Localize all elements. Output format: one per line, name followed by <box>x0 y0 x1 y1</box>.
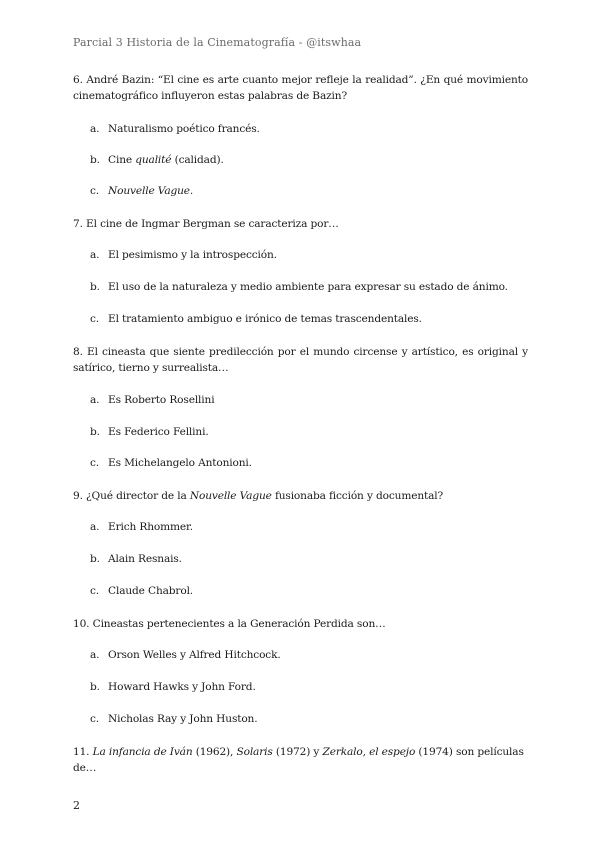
question-text: 8. El cineasta que siente predilección por el mundo circense y artístico, es original y satírico, tierno y surrealista… <box>73 346 528 374</box>
option-text: Es Michelangelo Antonioni. <box>108 457 252 469</box>
question-text: 10. Cineastas pertenecientes a la Generación Perdida son… <box>73 618 386 630</box>
option-text: El tratamiento ambiguo e irónico de temas trascendentales. <box>108 313 422 325</box>
question-text: 11. La infancia de Iván (1962), Solaris (1972) y Zerkalo, el espejo (1974) son películas de… <box>73 746 524 774</box>
option-6a <box>90 122 520 137</box>
question-text: 6. André Bazin: “El cine es arte cuanto mejor refleje la realidad”. ¿En qué movimiento cinematográfico influyeron estas palabras de Bazin? <box>73 74 528 102</box>
option-letter: b. <box>90 154 100 166</box>
option-letter: b. <box>90 426 100 438</box>
option-text: Nicholas Ray y John Huston. <box>108 713 258 725</box>
option-letter: a. <box>90 649 100 661</box>
option-text: Claude Chabrol. <box>108 585 194 597</box>
option-letter: c. <box>90 313 100 325</box>
option-text: Alain Resnais. <box>108 553 182 565</box>
option-letter: c. <box>90 585 100 597</box>
option-6c <box>90 184 520 199</box>
option-6b <box>90 153 520 168</box>
option-letter: b. <box>90 281 100 293</box>
option-7b <box>90 280 520 295</box>
option-8a <box>90 393 520 408</box>
question-text: 9. ¿Qué director de la Nouvelle Vague fusionaba ficción y documental? <box>73 490 444 502</box>
question-8 <box>73 344 528 376</box>
option-letter: a. <box>90 249 100 261</box>
option-text: Es Roberto Rosellini <box>108 394 215 406</box>
option-9c <box>90 584 520 599</box>
question-6 <box>73 72 528 104</box>
option-letter: a. <box>90 394 100 406</box>
question-11 <box>73 744 528 776</box>
question-9 <box>73 488 528 504</box>
option-text: Es Federico Fellini. <box>108 426 209 438</box>
option-letter: a. <box>90 521 100 533</box>
option-text: Nouvelle Vague. <box>108 185 194 197</box>
option-text: El pesimismo y la introspección. <box>108 249 277 261</box>
option-text: Orson Welles y Alfred Hitchcock. <box>108 649 281 661</box>
page-header: Parcial 3 Historia de la Cinematografía - @itswhaa <box>73 36 362 49</box>
option-7a <box>90 248 520 263</box>
option-letter: c. <box>90 457 100 469</box>
option-10c <box>90 712 520 727</box>
option-text: Naturalismo poético francés. <box>108 123 260 135</box>
option-7c <box>90 312 520 327</box>
option-9a <box>90 520 520 535</box>
option-letter: b. <box>90 681 100 693</box>
option-10a <box>90 648 520 663</box>
question-7 <box>73 216 528 232</box>
option-10b <box>90 680 520 695</box>
question-text: 7. El cine de Ingmar Bergman se caracteriza por… <box>73 218 339 230</box>
option-letter: a. <box>90 123 100 135</box>
option-8b <box>90 425 520 440</box>
option-letter: c. <box>90 185 100 197</box>
option-9b <box>90 552 520 567</box>
question-10 <box>73 616 528 632</box>
option-letter: c. <box>90 713 100 725</box>
option-8c <box>90 456 520 471</box>
option-text: Erich Rhommer. <box>108 521 194 533</box>
option-letter: b. <box>90 553 100 565</box>
option-text: El uso de la naturaleza y medio ambiente para expresar su estado de ánimo. <box>108 281 508 293</box>
option-text: Cine qualité (calidad). <box>108 154 224 166</box>
option-text: Howard Hawks y John Ford. <box>108 681 256 693</box>
page-number: 2 <box>73 799 80 812</box>
